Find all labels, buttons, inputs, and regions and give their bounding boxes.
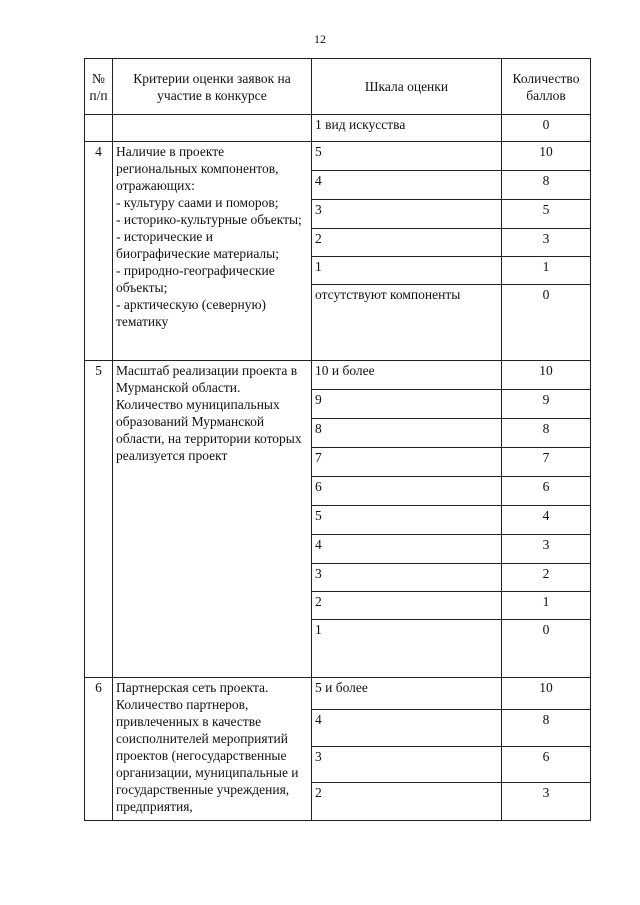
cell-points: 0 [502,285,591,361]
cell-scale: 2 [312,229,502,257]
cell-scale: 3 [312,564,502,592]
header-points: Количество баллов [502,59,591,115]
cell-points: 6 [502,747,591,783]
cell-points: 8 [502,419,591,448]
cell-scale: 6 [312,477,502,506]
cell-num: 6 [85,678,113,821]
cell-points: 10 [502,142,591,171]
cell-points: 10 [502,678,591,710]
cell-points: 3 [502,783,591,821]
cell-points: 4 [502,506,591,535]
cell-scale: 1 [312,257,502,285]
cell-scale: 9 [312,390,502,419]
cell-criteria: Наличие в проекте региональных компонентов, отражающих: - культуру саами и поморов; - историко-культурные объекты; - исторические и биографические материалы; - природно-географические объекты; - арктическую (северную) тематику [113,142,312,361]
page-number: 12 [314,32,326,46]
cell-num [85,115,113,142]
cell-criteria: Масштаб реализации проекта в Мурманской области. Количество муниципальных образований Мурманской области, на территории которых реализуется проект [113,361,312,678]
cell-points: 8 [502,171,591,200]
cell-num: 5 [85,361,113,678]
table-header-row [85,59,591,115]
cell-points: 2 [502,564,591,592]
cell-scale: 8 [312,419,502,448]
table-row [85,115,591,142]
cell-points: 8 [502,710,591,747]
cell-criteria [113,115,312,142]
cell-points: 5 [502,200,591,229]
cell-scale: 3 [312,200,502,229]
cell-scale: отсутствуют компоненты [312,285,502,361]
cell-scale: 5 [312,142,502,171]
cell-points: 1 [502,592,591,620]
cell-points: 7 [502,448,591,477]
cell-criteria: Партнерская сеть проекта. Количество партнеров, привлеченных в качестве соисполнителей мероприятий проектов (негосударственные организации, муниципальные и государственные учреждения, предприятия, [113,678,312,821]
cell-scale: 5 и более [312,678,502,710]
cell-scale: 2 [312,783,502,821]
cell-scale: 5 [312,506,502,535]
cell-points: 10 [502,361,591,390]
cell-points: 6 [502,477,591,506]
cell-points: 3 [502,535,591,564]
cell-scale: 1 [312,620,502,678]
cell-num: 4 [85,142,113,361]
cell-scale: 7 [312,448,502,477]
header-scale: Шкала оценки [312,59,502,115]
table-row [85,361,591,390]
header-num: № п/п [85,59,113,115]
cell-scale: 4 [312,710,502,747]
cell-scale: 3 [312,747,502,783]
cell-scale: 4 [312,171,502,200]
cell-points: 0 [502,620,591,678]
table-row [85,678,591,710]
cell-scale: 10 и более [312,361,502,390]
cell-scale: 4 [312,535,502,564]
cell-points: 0 [502,115,591,142]
cell-scale: 2 [312,592,502,620]
criteria-table [84,58,591,821]
cell-points: 3 [502,229,591,257]
cell-points: 1 [502,257,591,285]
cell-points: 9 [502,390,591,419]
header-criteria: Критерии оценки заявок на участие в конкурсе [113,59,312,115]
cell-scale: 1 вид искусства [312,115,502,142]
table-row [85,142,591,171]
